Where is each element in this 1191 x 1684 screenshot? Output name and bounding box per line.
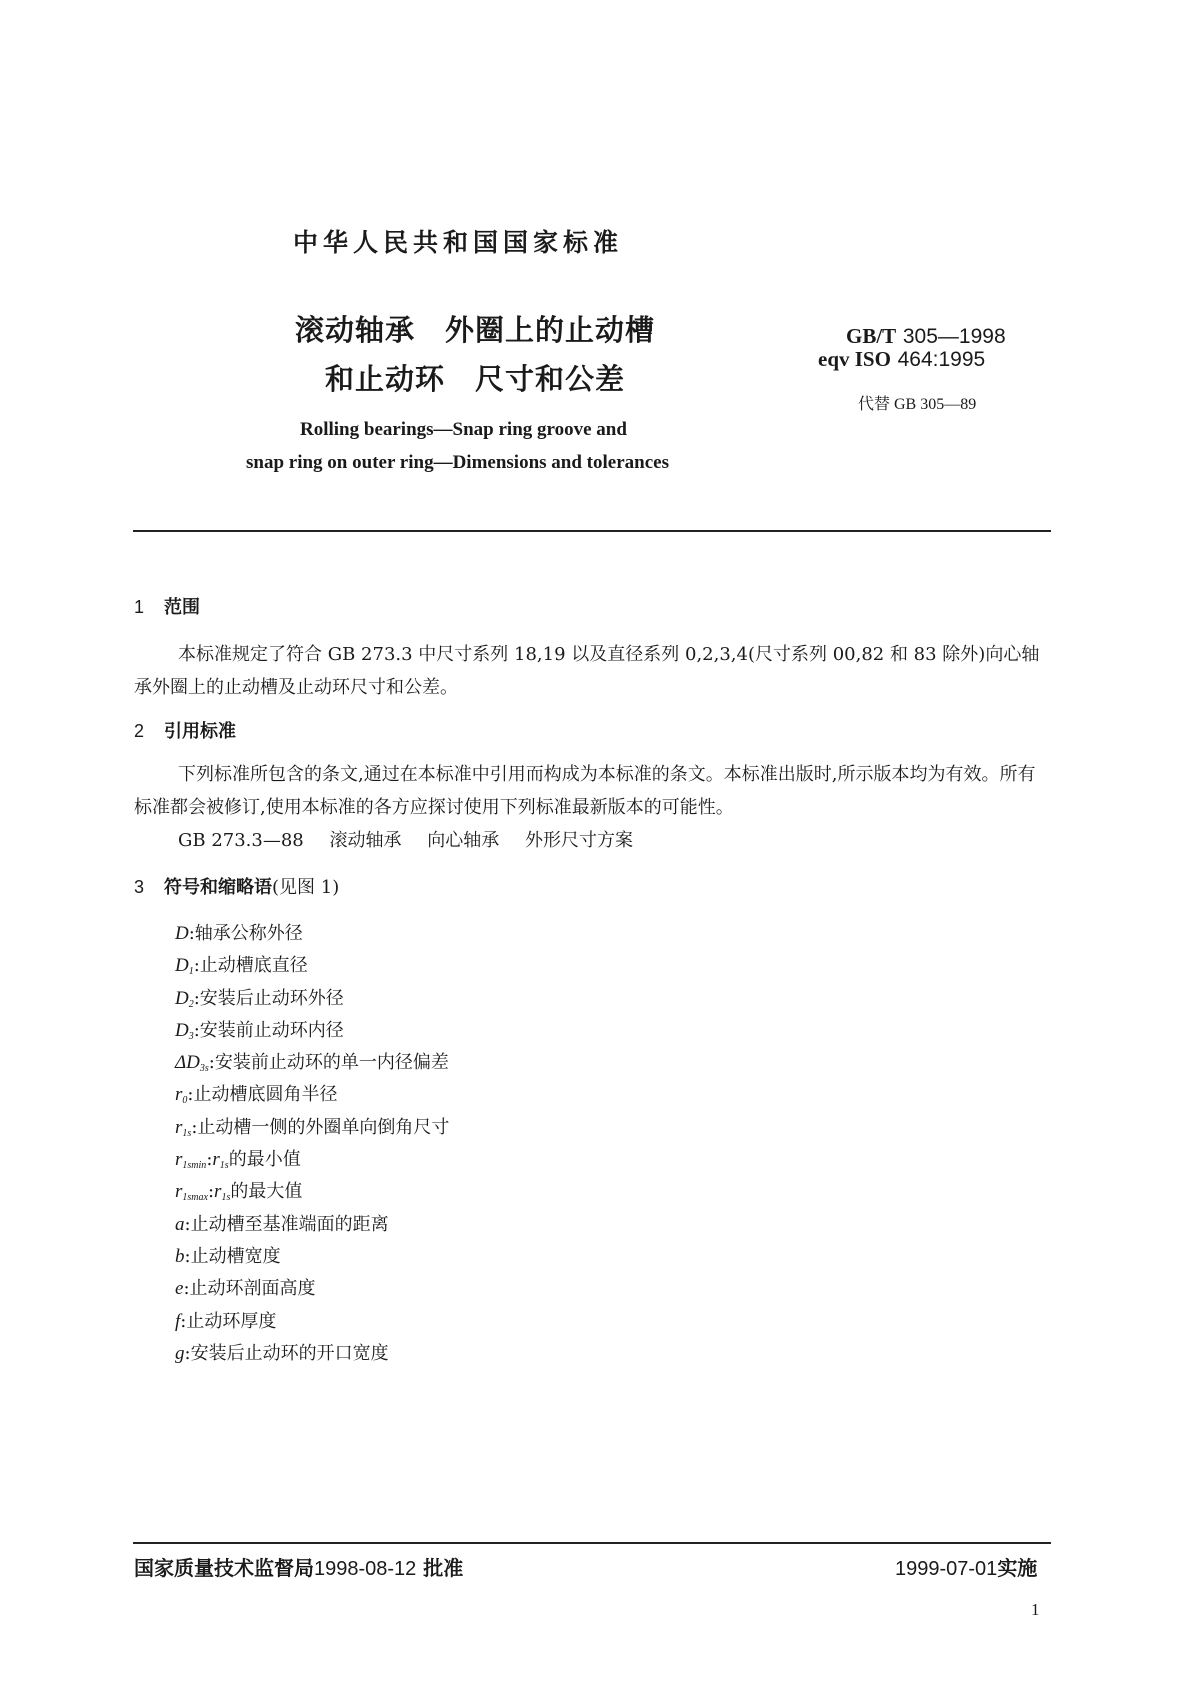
symbol-item xyxy=(175,1273,449,1305)
title-english-line-2: snap ring on outer ring—Dimensions and tolerances xyxy=(246,452,669,473)
symbol: r xyxy=(175,1149,183,1171)
symbol: f xyxy=(175,1310,181,1332)
page-number: 1 xyxy=(1031,1600,1040,1619)
symbol-item xyxy=(175,1079,449,1111)
symbol: r xyxy=(175,1116,183,1138)
symbol-item xyxy=(175,950,449,982)
section-1-heading xyxy=(134,593,200,619)
symbol-item xyxy=(175,1241,449,1273)
symbol-description: :止动槽底直径 xyxy=(193,955,308,977)
symbol-subscript: 1s xyxy=(221,1192,231,1204)
approval-word: 批准 xyxy=(423,1556,464,1580)
section-1-paragraph: 本标准规定了符合 GB 273.3 中尺寸系列 18,19 以及直径系列 0,2,3,4(尺寸系列 00,82 和 83 除外)向心轴承外圈上的止动槽及止动环尺寸和公差。 xyxy=(134,644,1040,698)
symbol-subscript: 2 xyxy=(188,998,194,1010)
symbol-separator: : xyxy=(206,1149,213,1171)
symbol-item xyxy=(175,1047,449,1079)
symbol-description: 的最小值 xyxy=(228,1149,301,1171)
referenced-standard xyxy=(178,824,653,857)
symbol: r xyxy=(175,1084,183,1106)
symbol-subscript: 1smax xyxy=(182,1192,208,1204)
symbol-subscript: 1s xyxy=(219,1160,229,1172)
symbol-description: :止动槽一侧的外圈单向倒角尺寸 xyxy=(191,1116,450,1138)
symbol: r xyxy=(214,1181,222,1203)
effective-statement xyxy=(895,1552,1037,1581)
symbol-description: :轴承公称外径 xyxy=(188,923,303,944)
replaces-standard: 代替 GB 305—89 xyxy=(858,396,977,413)
symbol-description: :止动槽至基准端面的距离 xyxy=(184,1213,389,1235)
symbol: r xyxy=(175,1181,183,1203)
section-2-heading xyxy=(134,717,236,743)
symbol-description: :止动槽底圆角半径 xyxy=(187,1084,338,1106)
referenced-standard-title-part: 滚动轴承 xyxy=(329,830,402,851)
equivalent-number-value: 464:1995 xyxy=(897,348,986,371)
symbol: g xyxy=(175,1342,185,1364)
section-title: 范围 xyxy=(164,597,200,618)
symbol-item xyxy=(175,1144,449,1176)
symbol-item xyxy=(175,1176,449,1208)
title-chinese-line-1: 滚动轴承 外圈上的止动槽 xyxy=(295,313,656,347)
symbol-item xyxy=(175,1112,449,1144)
effective-word: 实施 xyxy=(997,1556,1038,1580)
symbol-description: :安装后止动环外径 xyxy=(193,987,344,1009)
equivalent-standard xyxy=(818,347,985,372)
symbol-description: :止动槽宽度 xyxy=(184,1245,281,1267)
section-note: (见图 1) xyxy=(272,877,340,898)
symbol-subscript: 3 xyxy=(188,1030,194,1042)
symbol: D xyxy=(175,1019,189,1041)
effective-date: 1999-07-01 xyxy=(895,1558,998,1580)
section-number: 2 xyxy=(134,721,145,741)
approval-date: 1998-08-12 xyxy=(314,1558,417,1580)
symbol: e xyxy=(175,1278,184,1300)
symbol-description: :安装后止动环的开口宽度 xyxy=(184,1342,389,1364)
referenced-standard-code: GB 273.3—88 xyxy=(178,830,304,851)
title-chinese-line-2: 和止动环 尺寸和公差 xyxy=(325,362,626,396)
title-english-line-1: Rolling bearings—Snap ring groove and xyxy=(300,419,627,440)
section-3-heading xyxy=(134,873,339,899)
symbol: r xyxy=(212,1149,220,1171)
symbol: a xyxy=(175,1213,185,1235)
symbol-list xyxy=(175,918,449,1370)
symbol: D xyxy=(175,955,189,977)
symbol-separator: : xyxy=(207,1181,215,1203)
symbol-item xyxy=(175,1306,449,1338)
symbol-item xyxy=(175,918,449,950)
symbol-description: :止动环剖面高度 xyxy=(183,1278,316,1300)
symbol-subscript: 1 xyxy=(188,966,194,978)
standard-number xyxy=(846,324,1006,349)
symbol-item xyxy=(175,1338,449,1370)
symbol: b xyxy=(175,1245,185,1267)
header-divider xyxy=(133,530,1051,532)
approval-organization: 国家质量技术监督局 xyxy=(134,1556,314,1580)
symbol-subscript: 3s xyxy=(199,1063,209,1075)
referenced-standard-title-part: 向心轴承 xyxy=(427,830,500,851)
section-2-paragraph: 下列标准所包含的条文,通过在本标准中引用而构成为本标准的条文。本标准出版时,所示版本均为有效。所有标准都会被修订,使用本标准的各方应探讨使用下列标准最新版本的可能性。 xyxy=(134,764,1036,818)
section-number: 1 xyxy=(134,597,145,617)
symbol-description: 的最大值 xyxy=(230,1181,303,1203)
symbol-item xyxy=(175,983,449,1015)
section-title: 符号和缩略语 xyxy=(164,877,272,898)
symbol-description: :止动环厚度 xyxy=(180,1310,277,1332)
section-number: 3 xyxy=(134,877,145,897)
section-title: 引用标准 xyxy=(164,721,236,742)
symbol-subscript: 1smin xyxy=(182,1160,207,1172)
standard-number-value: 305—1998 xyxy=(902,325,1006,348)
symbol-item xyxy=(175,1015,449,1047)
symbol-item xyxy=(175,1209,449,1241)
symbol: D xyxy=(175,987,189,1009)
national-standard-label: 中华人民共和国国家标准 xyxy=(293,228,624,257)
symbol-description: :安装前止动环内径 xyxy=(193,1019,344,1041)
footer-divider xyxy=(133,1542,1051,1544)
symbol-description: :安装前止动环的单一内径偏差 xyxy=(208,1052,449,1074)
symbol: D xyxy=(175,923,189,944)
standard-prefix: GB/T xyxy=(846,324,897,348)
referenced-standard-title-part: 外形尺寸方案 xyxy=(524,830,633,851)
equivalent-prefix: eqv ISO xyxy=(818,347,891,371)
symbol-subscript: 1s xyxy=(182,1127,192,1139)
symbol: ΔD xyxy=(175,1052,200,1074)
approval-statement xyxy=(134,1552,463,1581)
symbol-subscript: 0 xyxy=(182,1095,188,1107)
